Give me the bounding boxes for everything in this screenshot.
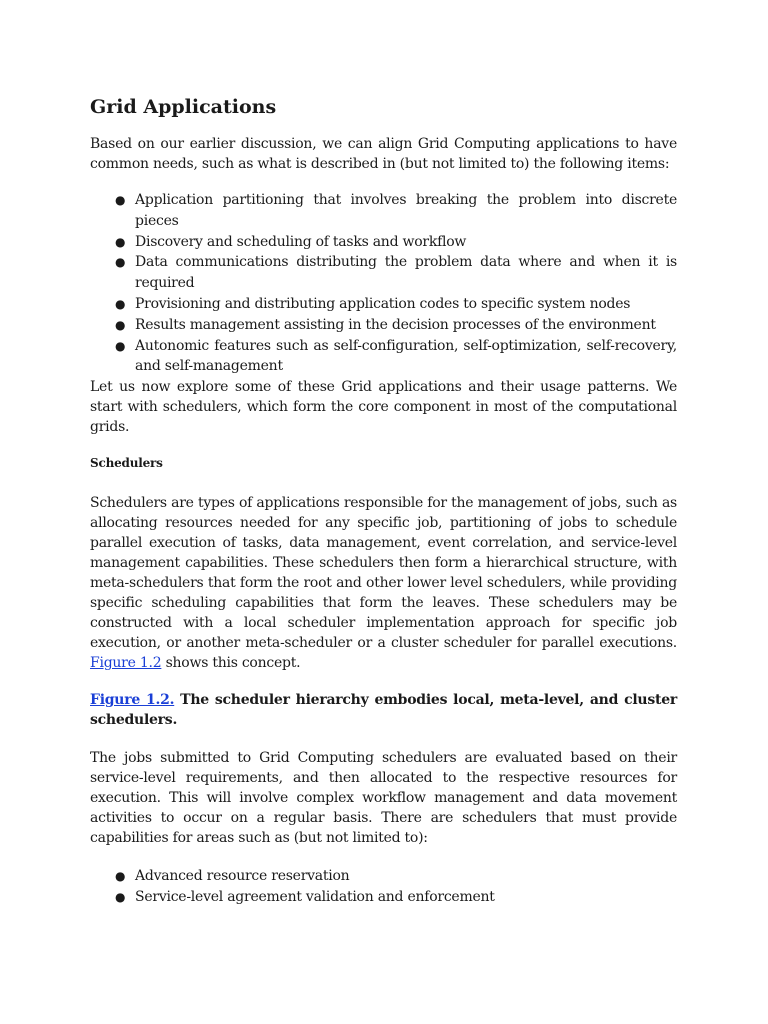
jobs-paragraph: The jobs submitted to Grid Computing schedulers are evaluated based on their service-level requirements, and then allocated to the respective resources for execution. This will involve complex workflow management and data movement activities to occur on a regular basis. There are schedulers that must provide capabilities for areas such as (but not limited to):	[90, 750, 677, 847]
list-item: ● Results management assisting in the decision processes of the environment	[90, 315, 677, 336]
schedulers-paragraph: Schedulers are types of applications responsible for the management of jobs, such as allocating resources needed for any specific job, partitioning of jobs to schedule parallel execution of tasks, data management, event correlation, and service-level management capabilities. These schedulers then form a hierarchical structure, with meta-schedulers that form the root and other lower level schedulers, while providing specific scheduling capabilities that form the leaves. These schedulers may be constructed with a local scheduler implementation approach for specific job execution, or another meta-scheduler or a cluster scheduler for parallel executions. Figure 1.2 shows this concept.	[90, 495, 677, 672]
list-item: ● Autonomic features such as self-configuration, self-optimization, self-recovery, and self-management	[115, 337, 677, 375]
figure-caption: Figure 1.2. The scheduler hierarchy embodies local, meta-level, and cluster schedulers.	[90, 692, 677, 729]
schedulers-heading: Schedulers	[90, 456, 163, 471]
page-title: Grid Applications	[90, 96, 277, 118]
figure-link[interactable]: Figure 1.2	[90, 655, 162, 672]
bullet-icon: ●	[115, 317, 126, 332]
list-item: ● Application partitioning that involves breaking the problem into discrete pieces	[115, 192, 677, 229]
list-item: ● Advanced resource reservation	[90, 866, 677, 887]
list-item: ● Discovery and scheduling of tasks and workflow	[90, 232, 677, 253]
bullet-icon: ●	[115, 869, 126, 884]
intro-paragraph: Based on our earlier discussion, we can align Grid Computing applications to have common needs, such as what is described in (but not limited to) the following items:	[90, 136, 677, 172]
explore-paragraph: Let us now explore some of these Grid applications and their usage patterns. We start with schedulers, which form the core component in most of the computational grids.	[90, 379, 677, 436]
document-page	[90, 94, 677, 908]
bullet-icon: ●	[115, 193, 126, 207]
bullet-icon: ●	[115, 255, 126, 270]
capabilities-list	[90, 866, 677, 908]
list-item: ● Data communications distributing the problem data where and when it is required	[115, 254, 677, 292]
caption-figure-link[interactable]: Figure 1.2.	[90, 692, 175, 709]
list-item: ● Provisioning and distributing application codes to specific system nodes	[90, 294, 677, 315]
bullet-icon: ●	[115, 296, 126, 311]
bullet-icon: ●	[115, 234, 126, 249]
list-item: ● Service-level agreement validation and enforcement	[90, 887, 677, 908]
needs-list	[90, 190, 677, 377]
bullet-icon: ●	[115, 889, 126, 904]
bullet-icon: ●	[115, 338, 126, 353]
